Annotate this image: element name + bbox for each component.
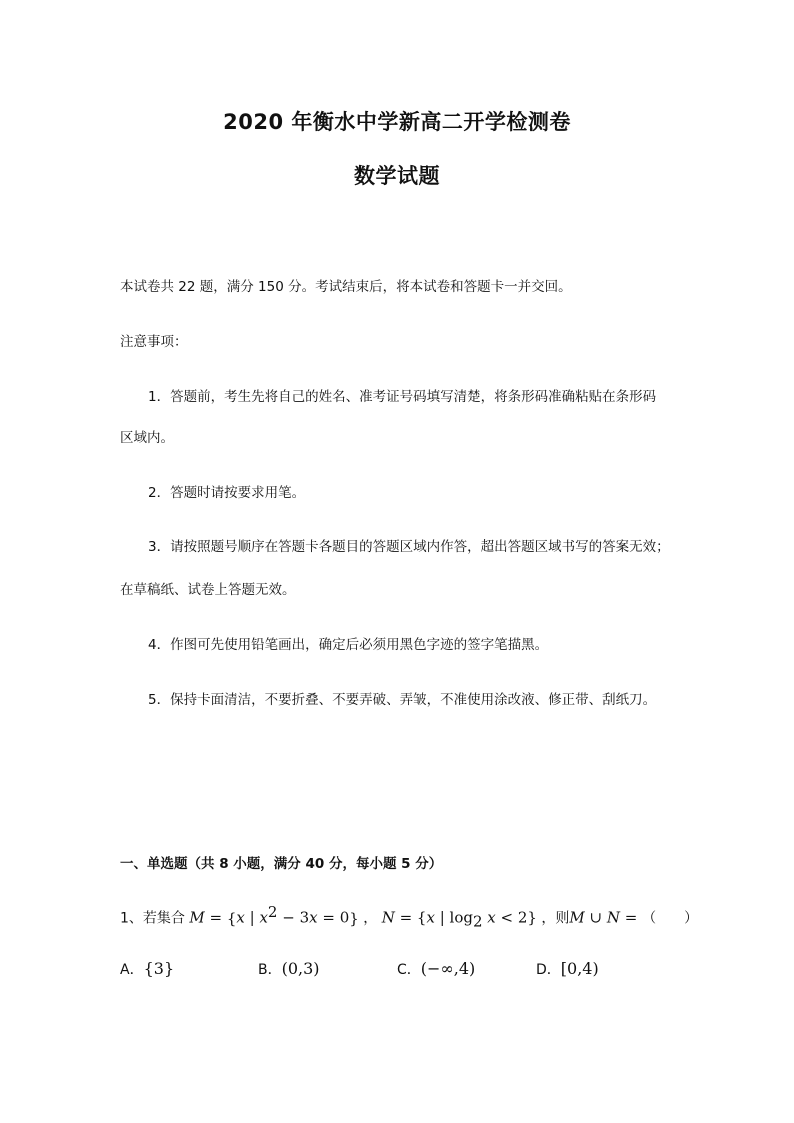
notice-item-5: 5．保持卡面清洁，不要折叠、不要弄破、弄皱，不准使用涂改液、修正带、刮纸刀。 [148,692,657,708]
notice-item-3: 3．请按照题号顺序在答题卡各题目的答题区域内作答，超出答题区域书写的答案无效； [148,539,670,555]
set-n-formula: N [381,908,395,927]
option-c-value: (−∞,4) [420,959,476,978]
question-1: 1、若集合 M = {x | $x^2 - 3x = 0$} ， N = {x | $\log_2 x < 2$} ，则M ∪ N = （ ） [120,903,699,931]
option-c[interactable] [397,959,475,979]
question-1-sep: ， [363,910,378,927]
notice-item-1-cont: 区域内。 [120,430,174,446]
question-1-prefix: 1、若集合 [120,910,185,927]
option-d-label: D． [536,962,561,978]
option-d[interactable] [536,959,599,979]
option-c-label: C． [397,962,421,978]
notice-heading: 注意事项： [120,334,188,350]
exam-title: 2020 年衡水中学新高二开学检测卷 [223,110,571,134]
option-a-value: {3} [143,959,175,978]
option-b[interactable] [258,959,320,979]
section-heading: 一、单选题（共 8 小题，满分 40 分，每小题 5 分） [120,856,443,872]
set-m-formula: M [189,908,205,927]
option-a[interactable] [120,959,174,979]
notice-item-3-cont: 在草稿纸、试卷上答题无效。 [120,582,296,598]
notice-item-1: 1．答题前，考生先将自己的姓名、准考证号码填写清楚，将条形码准确粘贴在条形码 [148,389,657,405]
union-formula: M [569,908,585,927]
option-b-value: (0,3) [281,959,320,978]
notice-item-2: 2．答题时请按要求用笔。 [148,485,306,501]
option-a-label: A． [120,962,144,978]
question-1-then: ，则 [541,910,570,927]
exam-subtitle: 数学试题 [354,164,440,188]
answer-blank: （ ） [642,910,699,927]
intro-text: 本试卷共 22 题，满分 150 分。考试结束后，将本试卷和答题卡一并交回。 [120,279,572,295]
option-b-label: B． [258,962,282,978]
option-d-value: [0,4) [560,959,599,978]
notice-item-4: 4．作图可先使用铅笔画出，确定后必须用黑色字迹的签字笔描黑。 [148,637,549,653]
